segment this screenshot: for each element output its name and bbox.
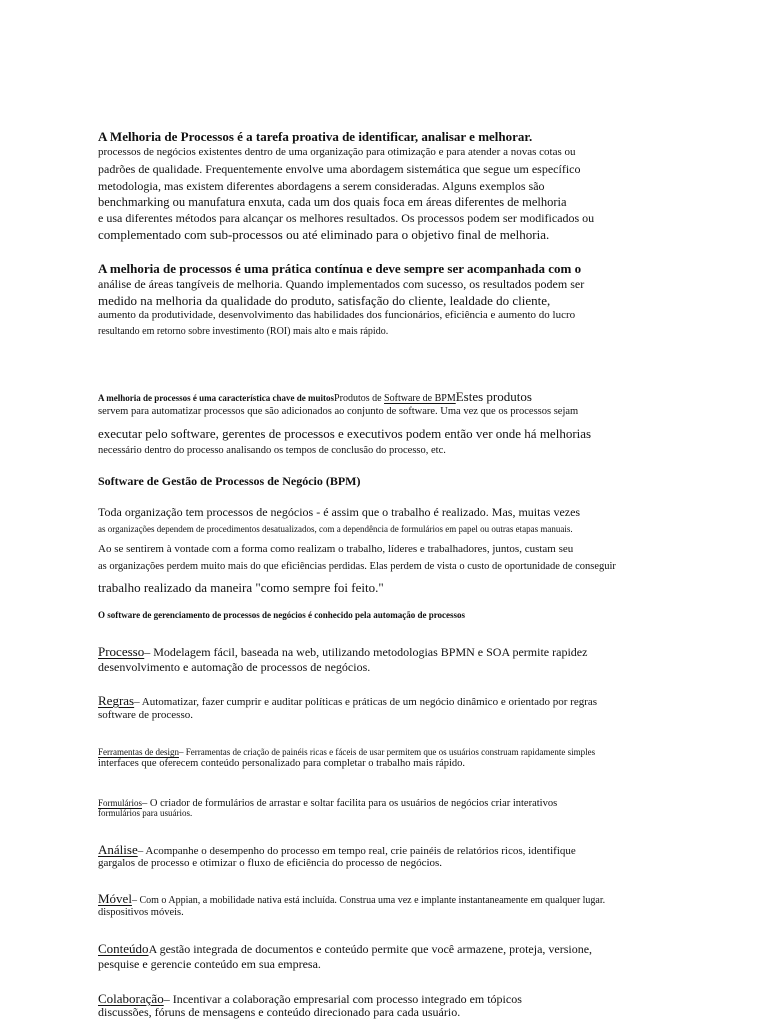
- feature-sep: –: [178, 747, 186, 757]
- bpm-software-link[interactable]: Software de BPM: [384, 393, 456, 404]
- section3-line-3: executar pelo software, gerentes de processos e executivos podem então ver onde há melhorias: [98, 426, 592, 441]
- feature-term-colaboracao[interactable]: Colaboração: [98, 991, 164, 1006]
- section3-line-4: necessário dentro do processo analisando os tempos de conclusão do processo, etc.: [98, 445, 446, 456]
- feature-term-analise[interactable]: Análise: [98, 842, 138, 857]
- feature-term-processo[interactable]: Processo: [98, 644, 145, 659]
- feature-colaboracao-line-2: discussões, fóruns de mensagens e conteúdo direcionado para cada usuário.: [98, 1005, 461, 1019]
- section1-line-6: complementado com sub-processos ou até eliminado para o objetivo final de melhoria.: [98, 227, 550, 242]
- section3-mid-text: Produtos de: [334, 393, 385, 404]
- feature-analise-line-2: gargalos de processo e otimizar o fluxo de eficiência do processo de negócios.: [98, 857, 443, 869]
- feature-text: O criador de formulários de arrastar e soltar facilita para os usuários de negócios criar interativos: [149, 798, 558, 809]
- feature-ferramentas-design: [98, 743, 595, 759]
- section1-line-2: padrões de qualidade. Frequentemente envolve uma abordagem sistemática que segue um específico: [98, 162, 581, 176]
- feature-conteudo-line-2: pesquise e gerencie conteúdo em sua empresa.: [98, 957, 321, 971]
- section4-line-1: Toda organização tem processos de negócios - é assim que o trabalho é realizado. Mas, muitas vezes: [98, 505, 581, 519]
- feature-sep: –: [142, 798, 150, 809]
- feature-sep: –: [134, 696, 142, 708]
- section2-line-3: aumento da produtividade, desenvolvimento das habilidades dos funcionários, eficiência e aumento do lucro: [98, 309, 576, 321]
- feature-text: Modelagem fácil, baseada na web, utilizando metodologias BPMN e SOA permite rapidez: [153, 645, 588, 659]
- section2-line-1: análise de áreas tangíveis de melhoria. Quando implementados com sucesso, os resultados podem ser: [98, 277, 585, 291]
- feature-text: A gestão integrada de documentos e conteúdo permite que você armazene, proteja, versione,: [148, 942, 593, 956]
- section3-bold-text: A melhoria de processos é uma característica chave de muitos: [98, 393, 335, 403]
- section2-line-2: medido na melhoria da qualidade do produto, satisfação do cliente, lealdade do cliente,: [98, 293, 551, 308]
- feature-ferramentas-design-line-2: interfaces que oferecem conteúdo personalizado para completar o trabalho mais rápido.: [98, 758, 466, 769]
- section2-heading: A melhoria de processos é uma prática contínua e deve sempre ser acompanhada com o: [98, 261, 582, 276]
- feature-text: Acompanhe o desempenho do processo em tempo real, crie painéis de relatórios ricos, identifique: [145, 845, 576, 857]
- feature-movel: [98, 891, 605, 907]
- section1-line-1: processos de negócios existentes dentro de uma organização para otimização e para atender a novas cotas ou: [98, 146, 576, 158]
- feature-analise: [98, 842, 576, 858]
- feature-sep: –: [144, 645, 154, 659]
- section3-line-2: servem para automatizar processos que são adicionados ao conjunto de software. Uma vez que os processos sejam: [98, 406, 579, 417]
- feature-movel-line-2: dispositivos móveis.: [98, 907, 184, 918]
- feature-term-conteudo[interactable]: Conteúdo: [98, 941, 149, 956]
- section2-line-4: resultando em retorno sobre investimento (ROI) mais alto e mais rápido.: [98, 326, 389, 337]
- feature-term-regras[interactable]: Regras: [98, 693, 135, 708]
- feature-regras-line-2: software de processo.: [98, 709, 193, 721]
- feature-sep: –: [163, 992, 173, 1006]
- feature-text: Automatizar, fazer cumprir e auditar políticas e práticas de um negócio dinâmico e orientado por regras: [141, 696, 598, 708]
- feature-term-ferramentas-design[interactable]: Ferramentas de design: [98, 747, 179, 757]
- feature-text: Com o Appian, a mobilidade nativa está incluída. Construa uma vez e implante instantaneamente em qualquer lugar.: [139, 895, 606, 906]
- feature-text: Ferramentas de criação de painéis ricas e fáceis de usar permitem que os usuários construam rapidamente simples: [185, 747, 596, 757]
- feature-text: Incentivar a colaboração empresarial com processo integrado em tópicos: [172, 992, 522, 1006]
- feature-sep: –: [131, 895, 140, 906]
- section4-heading: Software de Gestão de Processos de Negócio (BPM): [98, 474, 361, 488]
- feature-regras: [98, 693, 597, 709]
- section1-heading: A Melhoria de Processos é a tarefa proativa de identificar, analisar e melhorar.: [98, 129, 533, 144]
- section4-line-5: trabalho realizado da maneira "como sempre foi feito.": [98, 580, 384, 595]
- section4-subheading: O software de gerenciamento de processos de negócios é conhecido pela automação de processos: [98, 610, 466, 620]
- section4-line-2: as organizações dependem de procedimentos desatualizados, com a dependência de formulários em papel ou outras etapas manuais.: [98, 524, 573, 534]
- section1-line-4: benchmarking ou manufatura enxuta, cada um dos quais foca em áreas diferentes de melhoria: [98, 195, 567, 209]
- feature-term-formularios[interactable]: Formulários: [98, 798, 142, 808]
- section1-line-5: e usa diferentes métodos para alcançar os melhores resultados. Os processos podem ser modificados ou: [98, 211, 595, 225]
- section3-end-text: Estes produtos: [455, 389, 532, 404]
- feature-processo: [98, 644, 587, 660]
- feature-formularios-line-2: formulários para usuários.: [98, 808, 193, 818]
- section4-line-4: as organizações perdem muito mais do que eficiências perdidas. Elas perdem de vista o custo de oportunidade de conseguir: [98, 561, 616, 572]
- feature-conteudo: [98, 941, 592, 957]
- feature-term-movel[interactable]: Móvel: [98, 891, 132, 906]
- section3-line-1: [98, 389, 532, 405]
- feature-sep: –: [137, 845, 146, 857]
- feature-processo-line-2: desenvolvimento e automação de processos de negócios.: [98, 660, 371, 674]
- section4-line-3: Ao se sentirem à vontade com a forma como realizam o trabalho, líderes e trabalhadores, juntos, custam seu: [98, 543, 574, 555]
- section1-line-3: metodologia, mas existem diferentes abordagens a serem consideradas. Alguns exemplos são: [98, 179, 545, 193]
